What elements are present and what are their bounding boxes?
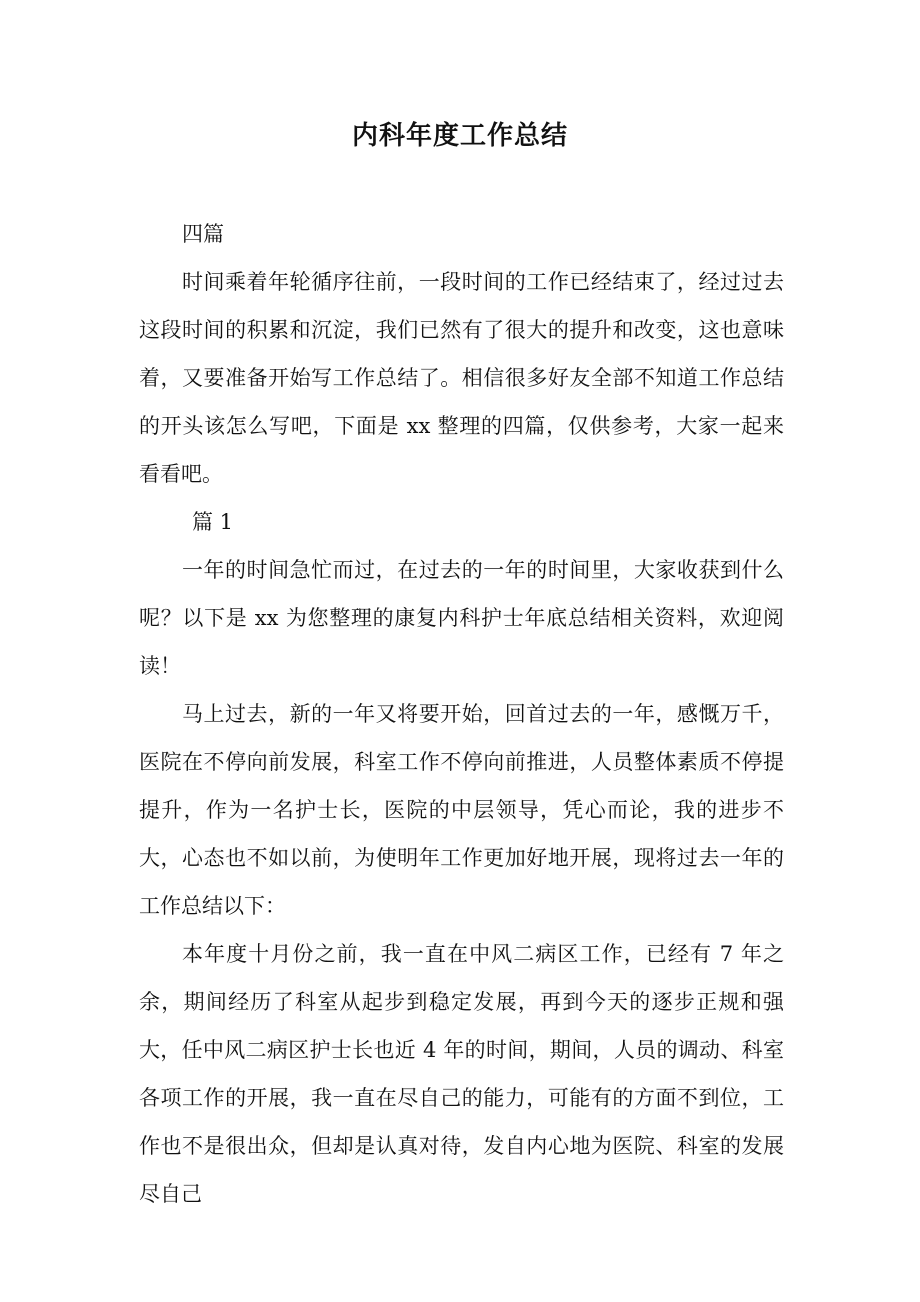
paragraph-section-lead: 一年的时间急忙而过，在过去的一年的时间里，大家收获到什么呢？以下是 xx 为您整理的康复内科护士年底总结相关资料，欢迎阅读！ (139, 558, 784, 678)
paragraph-summary-detail: 本年度十月份之前，我一直在中风二病区工作，已经有 7 年之余，期间经历了科室从起步到稳定发展，再到今天的逐步正规和强大，任中风二病区护士长也近 4 年的时间，期间，人员的调动、科室各项工作的开展，我一直在尽自己的能力，可能有的方面不到位，工作也不是很出众，但却是认真对待，发自内心地为医院、科室的发展尽自己 (139, 942, 784, 1206)
paragraph-section-heading: 篇 1 (192, 510, 234, 534)
paragraph-intro-heading: 四篇 (182, 222, 224, 246)
document-title: 内科年度工作总结 (351, 121, 568, 151)
paragraph-summary-opening: 马上过去，新的一年又将要开始，回首过去的一年，感慨万千，医院在不停向前发展，科室工作不停向前推进，人员整体素质不停提提升，作为一名护士长，医院的中层领导，凭心而论，我的进步不大，心态也不如以前，为使明年工作更加好地开展，现将过去一年的工作总结以下： (139, 702, 784, 918)
document-body (139, 210, 784, 1218)
paragraph-intro: 时间乘着年轮循序往前，一段时间的工作已经结束了，经过过去这段时间的积累和沉淀，我们已然有了很大的提升和改变，这也意味着，又要准备开始写工作总结了。相信很多好友全部不知道工作总结的开头该怎么写吧，下面是 xx 整理的四篇，仅供参考，大家一起来看看吧。 (139, 270, 784, 486)
